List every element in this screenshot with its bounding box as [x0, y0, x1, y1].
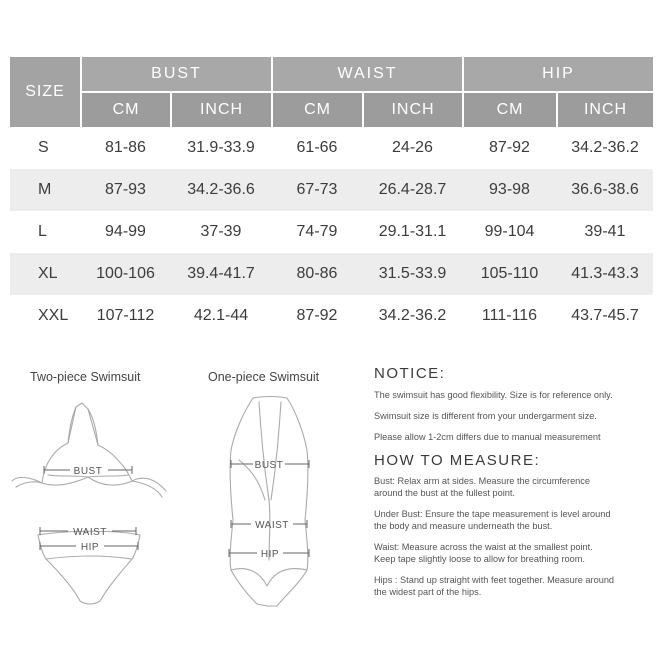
measure-item-line: Under Bust: Ensure the tape measurement is level around — [374, 509, 611, 519]
measure-item-line: Hips : Stand up straight with feet together. Measure around — [374, 575, 615, 585]
how-to-measure-title: HOW TO MEASURE: — [374, 452, 541, 469]
hip-cm-header: CM — [462, 91, 556, 127]
table-header — [10, 57, 653, 127]
hip-cm-cell: 93-98 — [489, 181, 530, 198]
bust-header: BUST — [80, 57, 271, 91]
hip-header-group — [462, 57, 653, 127]
hip-inch-header: INCH — [556, 91, 653, 127]
measure-item-bust — [374, 475, 659, 499]
bust-inch-cell: 39.4-41.7 — [187, 265, 255, 282]
measure-item-hips — [374, 574, 659, 598]
waist-inch-cell: 26.4-28.7 — [378, 181, 447, 198]
notice-line: The swimsuit has good flexibility. Size is for reference only. — [374, 390, 613, 400]
table-row — [10, 253, 653, 295]
notice-section — [374, 365, 659, 607]
bust-cm-cell: 100-106 — [96, 265, 155, 282]
notice-line: Swimsuit size is different from your undergarment size. — [374, 411, 597, 421]
two-piece-hip-label: HIP — [80, 542, 100, 553]
table-row — [10, 169, 653, 211]
hip-header: HIP — [462, 57, 653, 91]
bust-cm-cell: 87-93 — [105, 181, 146, 198]
one-piece-swimsuit-illustration — [215, 390, 325, 630]
hip-inch-cell: 39-41 — [584, 223, 626, 240]
hip-cm-cell: 111-116 — [481, 307, 538, 324]
size-cell: M — [38, 181, 52, 198]
bust-inch-header: INCH — [170, 91, 271, 127]
measure-item-line: Keep tape slightly loose to allow for breathing room. — [374, 554, 585, 564]
notice-title: NOTICE: — [374, 365, 446, 382]
hip-inch-cell: 34.2-36.2 — [571, 139, 639, 156]
waist-cm-cell: 80-86 — [296, 265, 338, 282]
measure-item-line: around the bust at the fullest point. — [374, 488, 515, 498]
waist-cm-cell: 67-73 — [296, 181, 338, 198]
size-cell: XL — [38, 265, 58, 282]
two-piece-waist-label: WAIST — [73, 527, 107, 538]
hip-inch-cell: 36.6-38.6 — [571, 181, 639, 198]
size-cell: S — [38, 139, 49, 156]
table-row — [10, 295, 653, 337]
waist-header: WAIST — [271, 57, 462, 91]
waist-inch-cell: 31.5-33.9 — [378, 265, 447, 282]
size-chart-table — [10, 57, 653, 337]
one-piece-caption: One-piece Swimsuit — [208, 370, 320, 384]
measure-item-waist — [374, 541, 659, 565]
hip-inch-cell: 43.7-45.7 — [571, 307, 639, 324]
bust-cm-cell: 107-112 — [96, 307, 155, 324]
hip-cm-cell: 87-92 — [489, 139, 530, 156]
how-to-measure-section — [374, 452, 659, 598]
waist-header-group — [271, 57, 462, 127]
notice-line: Please allow 1-2cm differs due to manual measurement — [374, 432, 601, 442]
measure-item-line: Waist: Measure across the waist at the smallest point. — [374, 542, 593, 552]
size-cell: XXL — [38, 307, 69, 324]
waist-cm-header: CM — [271, 91, 362, 127]
bust-header-group — [80, 57, 271, 127]
two-piece-bust-label: BUST — [73, 466, 103, 477]
measure-item-under-bust — [374, 508, 659, 532]
bust-inch-cell: 42.1-44 — [193, 307, 249, 324]
bust-inch-cell: 34.2-36.6 — [187, 181, 255, 198]
waist-inch-cell: 29.1-31.1 — [378, 223, 447, 240]
bust-cm-cell: 94-99 — [105, 223, 146, 240]
two-piece-caption: Two-piece Swimsuit — [30, 370, 141, 384]
waist-inch-cell: 24-26 — [392, 139, 433, 156]
measure-item-line: the body and measure underneath the bust. — [374, 521, 553, 531]
one-piece-bust-label: BUST — [254, 460, 284, 471]
table-row — [10, 211, 653, 253]
waist-cm-cell: 61-66 — [296, 139, 338, 156]
hip-cm-cell: 105-110 — [480, 265, 539, 282]
hip-cm-cell: 99-104 — [484, 223, 535, 240]
bust-cm-header: CM — [80, 91, 170, 127]
waist-inch-cell: 34.2-36.2 — [378, 307, 447, 324]
one-piece-waist-label: WAIST — [255, 520, 289, 531]
size-cell: L — [38, 223, 47, 240]
bust-cm-cell: 81-86 — [105, 139, 146, 156]
bust-inch-cell: 31.9-33.9 — [187, 139, 255, 156]
table-row — [10, 127, 653, 169]
measure-item-line: the widest part of the hips. — [374, 587, 482, 597]
hip-inch-cell: 41.3-43.3 — [571, 265, 639, 282]
two-piece-swimsuit-illustration — [8, 395, 178, 625]
waist-cm-cell: 74-79 — [296, 223, 338, 240]
waist-cm-cell: 87-92 — [296, 307, 338, 324]
bust-inch-cell: 37-39 — [200, 223, 242, 240]
measure-item-line: Bust: Relax arm at sides. Measure the circumference — [374, 476, 590, 486]
waist-inch-header: INCH — [362, 91, 462, 127]
size-header: SIZE — [10, 57, 80, 127]
one-piece-hip-label: HIP — [260, 549, 280, 560]
